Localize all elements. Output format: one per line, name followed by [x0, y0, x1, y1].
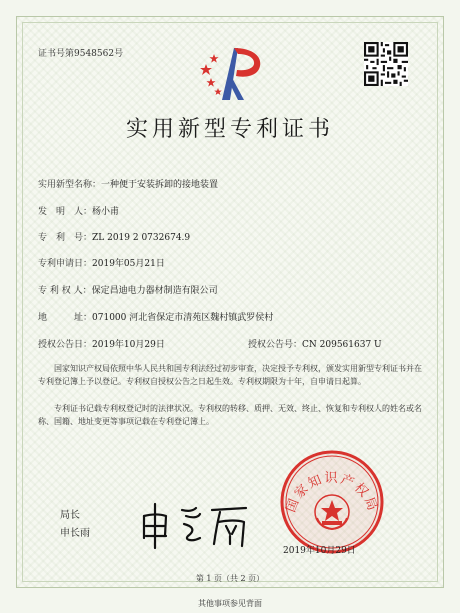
page-number: 第 1 页（共 2 页） [195, 574, 265, 583]
field-value: 071000 河北省保定市清苑区魏村镇武罗侯村 [92, 313, 274, 323]
document-title: 实用新型专利证书 [125, 117, 334, 142]
field-label: 专 利 号： [38, 233, 93, 243]
paragraph-legal-status: 专利证书记载专利权登记时的法律状况。专利权的转移、质押、无效、终止、恢复和专利权人的姓名或名称、国籍、地址变更等事项记载在专利登记簿上。 [38, 404, 422, 426]
field-value: CN 209561637 U [302, 340, 382, 350]
field-value: 杨小甫 [92, 207, 120, 217]
field-label: 授权公告号： [248, 340, 303, 350]
paragraph-grant-statement: 国家知识产权局依照中华人民共和国专利法经过初步审查，决定授予专利权，颁发实用新型专利证书并在专利登记簿上予以登记。专利权自授权公告之日起生效。专利权期限为十年，自申请日起算。 [38, 364, 422, 386]
seal-date: 2019年10月29日 [283, 546, 356, 556]
certificate-number: 证书号第9548562号 [38, 49, 124, 59]
field-label: 专 利 权 人： [38, 286, 92, 296]
signatory-title: 局长 [60, 510, 80, 521]
field-label: 地 址： [38, 313, 93, 323]
field-value: ZL 2019 2 0732674.9 [92, 233, 191, 243]
field-label: 实用新型名称： [38, 180, 102, 190]
field-value: 2019年10月29日 [92, 340, 165, 350]
field-utility-model-name [38, 177, 218, 190]
field-value: 2019年05月21日 [92, 259, 165, 269]
field-grant-number [248, 337, 382, 350]
cnipa-emblem-icon [200, 44, 264, 102]
field-inventor [38, 204, 119, 217]
qr-code-icon [364, 42, 408, 86]
official-seal-icon [278, 448, 386, 556]
field-label: 专利申请日： [38, 259, 93, 269]
field-application-date [38, 256, 165, 269]
field-address [38, 310, 273, 323]
field-value: 一种便于安装拆卸的接地装置 [101, 180, 219, 190]
svg-text:国家知识产权局: 国家知识产权局 [283, 471, 381, 515]
field-label: 发 明 人： [38, 207, 93, 217]
field-value: 保定昌迪电力器材制造有限公司 [91, 286, 218, 296]
handwritten-signature-icon [138, 500, 254, 550]
field-patentee [38, 283, 218, 296]
footer-note: 其他事项参见背面 [198, 599, 262, 608]
field-label: 授权公告日： [38, 340, 93, 350]
field-patent-number [38, 230, 190, 243]
field-grant-date [38, 337, 165, 350]
signatory-name: 申长雨 [60, 528, 90, 539]
